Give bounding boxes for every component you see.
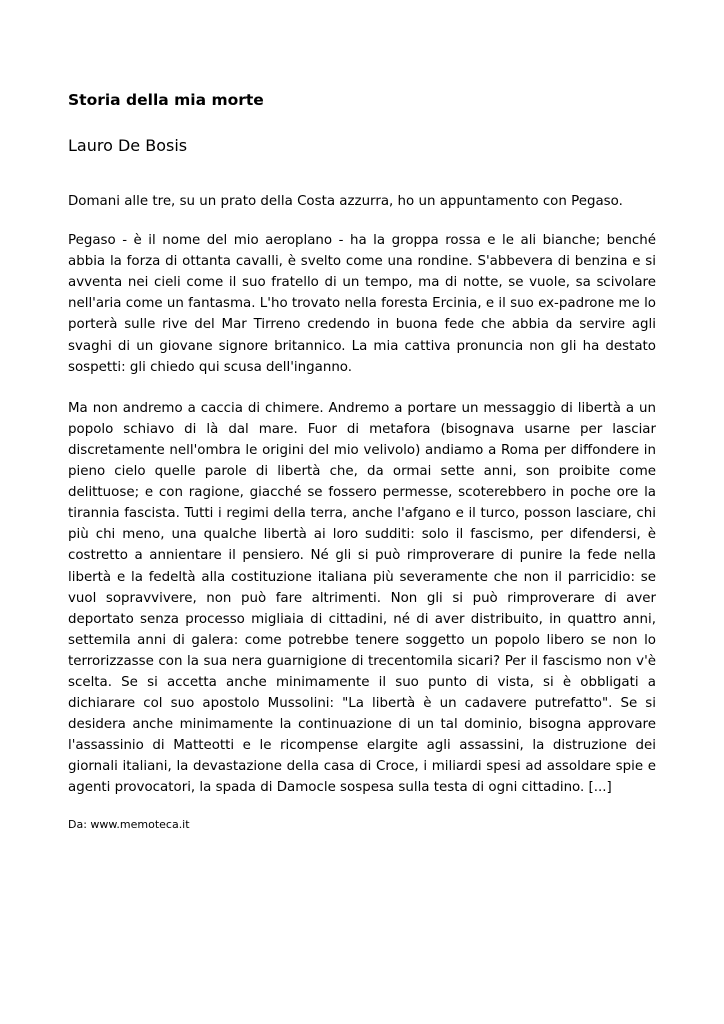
document-title: Storia della mia morte <box>68 91 264 109</box>
paragraph-3: Ma non andremo a caccia di chimere. Andremo a portare un messaggio di libertà a un popolo schiavo di là dal mare. Fuor di metafora (bisognava usarne per lasciar discretamente nell'ombra le origini del mio velivolo) andiamo a Roma per diffondere in pieno cielo quelle parole di libertà che, da ormai sette anni, son proibite come delittuose; e con ragione, giacché se fossero permesse, scoterebbero in poche ore la tirannia fascista. Tutti i regimi della terra, anche l'afgano e il turco, posson lasciare, chi più chi meno, una qualche libertà ai loro sudditi: solo il fascismo, per difendersi, è costretto a annientare il pensiero. Né gli si può rimproverare di punire la fede nella libertà e la fedeltà alla costituzione italiana più severamente che non il parricidio: se vuol sopravvivere, non può fare altrimenti. Non gli si può rimproverare di aver deportato senza processo migliaia di cittadini, né di aver distribuito, in quattro anni, settemila anni di galera: come potrebbe tenere soggetto un popolo libero se non lo terrorizzasse con la sua nera guarnigione di trecentomila sicari? Per il fascismo non v'è scelta. Se si accetta anche minimamente il suo punto di vista, si è obbligati a dichiarare col suo apostolo Mussolini: "La libertà è un cadavere putrefatto". Se si desidera anche minimamente la continuazione di un tal dominio, bisogna approvare l'assassinio di Matteotti e le ricompense elargite agli assassini, la distruzione dei giornali italiani, la devastazione della casa di Croce, i miliardi spesi ad assoldare spie e agenti provocatori, la spada di Damocle sospesa sulla testa di ogni cittadino. [...] <box>68 400 656 796</box>
document-page <box>68 88 656 833</box>
document-author: Lauro De Bosis <box>68 136 188 155</box>
paragraph-1: Domani alle tre, su un prato della Costa azzurra, ho un appuntamento con Pegaso. <box>68 194 623 209</box>
source-note: Da: www.memoteca.it <box>68 817 190 831</box>
paragraph-2: Pegaso - è il nome del mio aeroplano - ha la groppa rossa e le ali bianche; benché abbia la forza di ottanta cavalli, è svelto come una rondine. S'abbevera di benzina e si avventa nei cieli come il suo fratello di un tempo, ma di notte, se vuole, sa scivolare nell'aria come un fantasma. L'ho trovato nella foresta Ercinia, e il suo ex-padrone me lo porterà sulle rive del Mar Tirreno credendo in buona fede che abbia da servire agli svaghi di un giovane signore britannico. La mia cattiva pronuncia non gli ha destato sospetti: gli chiedo qui scusa dell'inganno. <box>68 233 656 375</box>
